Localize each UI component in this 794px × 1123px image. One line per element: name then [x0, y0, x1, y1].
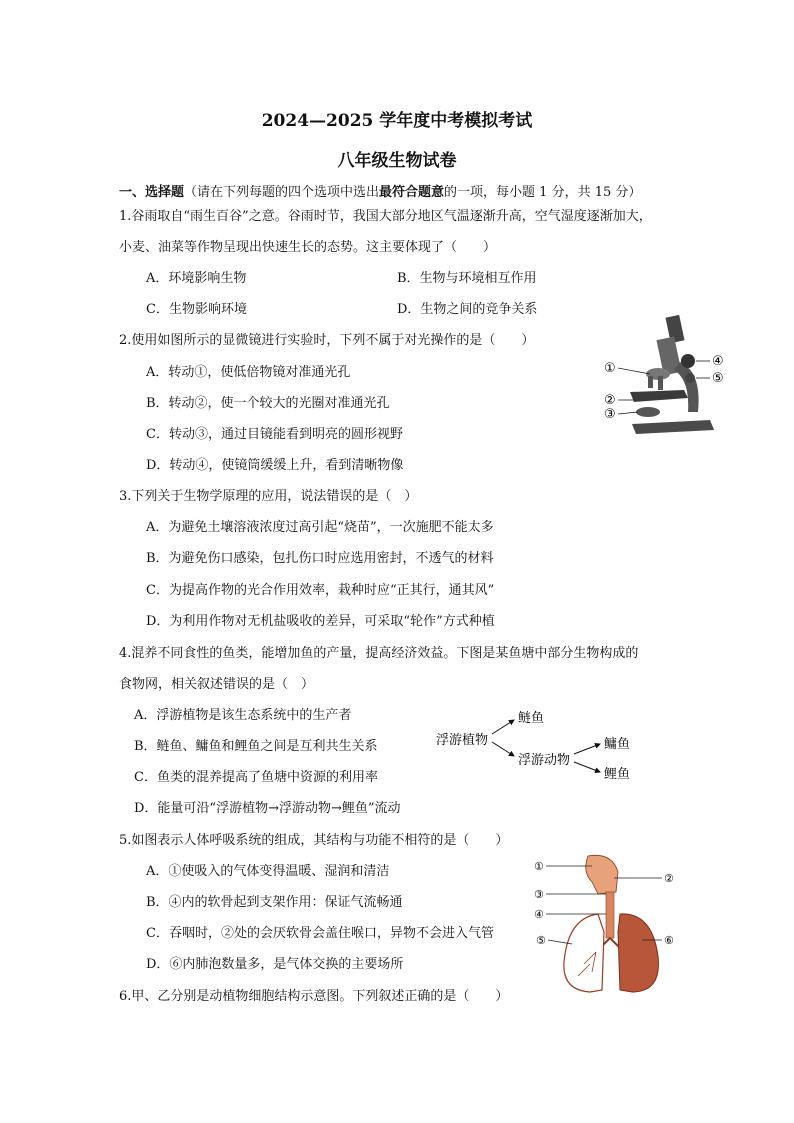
arrow-zoo-bighead	[574, 744, 600, 754]
right-lung	[618, 914, 658, 992]
web-silver-carp: 鲢鱼	[518, 711, 545, 726]
q1-stem-line1: 1.谷雨取自“雨生百谷”之意。谷雨时节，我国大部分地区气温逐渐升高，空气湿度逐渐加大，	[119, 209, 652, 224]
section-instruction-post: 的一项，每小题 1 分，共 15 分）	[444, 185, 642, 200]
web-zooplankton: 浮游动物	[518, 753, 571, 768]
microscope-figure	[602, 312, 734, 442]
q3-option-a: A．为避免土壤溶液浓度过高引起“烧苗”，一次施肥不能太多	[146, 520, 494, 535]
q4-option-d: D．能量可沿“浮游植物→浮游动物→鲤鱼”流动	[134, 801, 401, 816]
q2-option-b: B．转动②，使一个较大的光圈对准通光孔	[146, 396, 390, 411]
fine-knob	[685, 373, 695, 383]
q1-option-a: A．环境影响生物	[146, 271, 247, 286]
resp-label-1: ①	[534, 860, 544, 873]
q4-option-b: B．鲢鱼、鳙鱼和鲤鱼之间是互利共生关系	[134, 739, 378, 754]
q3-option-c: C．为提高作物的光合作用效率，栽种时应“正其行，通其风”	[146, 583, 495, 598]
arrow-zoo-carp	[574, 762, 600, 772]
stage	[630, 390, 688, 402]
section-heading	[119, 181, 641, 200]
arrow-plant-zoo	[492, 742, 514, 756]
q4-stem-line2: 食物网，相关叙述错误的是（ ）	[119, 677, 315, 692]
objective-2	[658, 376, 663, 390]
coarse-knob	[681, 354, 695, 368]
fig-label-3: ③	[604, 407, 616, 422]
exam-title: 2024—2025 学年度中考模拟考试	[261, 111, 533, 131]
left-lung	[564, 914, 604, 992]
section-label: 一、选择题	[119, 185, 185, 200]
resp-label-2: ②	[664, 872, 674, 885]
q4-option-c: C．鱼类的混养提高了鱼塘中资源的利用率	[134, 770, 378, 785]
q2-stem: 2.使用如图所示的显微镜进行实验时，下列不属于对光操作的是（ ）	[119, 333, 535, 348]
microscope-arm	[674, 362, 699, 412]
web-bighead: 鳙鱼	[604, 737, 631, 752]
q1-option-d: D．生物之间的竞争关系	[397, 302, 538, 317]
mirror	[636, 407, 660, 417]
web-plant: 浮游植物	[436, 733, 489, 748]
trachea	[606, 892, 614, 938]
respiratory-figure	[532, 852, 682, 1000]
food-web-figure	[434, 706, 644, 786]
resp-label-4: ④	[534, 908, 544, 921]
nasal-cavity	[586, 855, 618, 894]
q1-option-b: B．生物与环境相互作用	[397, 271, 537, 286]
resp-label-5: ⑤	[536, 934, 546, 947]
objective-1	[648, 376, 653, 388]
fig-label-4: ④	[712, 354, 724, 369]
base	[632, 420, 714, 434]
q5-stem: 5.如图表示人体呼吸系统的组成，其结构与功能不相符的是（ ）	[119, 833, 509, 848]
q4-stem-line1: 4.混养不同食性的鱼类，能增加鱼的产量，提高经济效益。下图是某鱼塘中部分生物构成的	[119, 646, 639, 661]
q3-option-d: D．为利用作物对无机盐吸收的差异，可采取“轮作”方式种植	[146, 614, 495, 629]
fig-label-1: ①	[604, 361, 616, 376]
q5-option-b: B．④内的软骨起到支架作用：保证气流畅通	[146, 895, 403, 910]
q5-option-d: D．⑥内肺泡数量多，是气体交换的主要场所	[146, 957, 404, 972]
web-carp: 鲤鱼	[604, 767, 631, 782]
arrow-plant-silver	[492, 720, 514, 734]
label-line-3	[618, 412, 638, 414]
fig-label-2: ②	[604, 393, 616, 408]
resp-label-3: ③	[534, 888, 544, 901]
q4-option-a: A．浮游植物是该生态系统中的生产者	[134, 708, 352, 723]
q2-option-d: D．转动④，使镜筒缓缓上升，看到清晰物像	[146, 458, 404, 473]
q5-option-c: C．吞咽时，②处的会厌软骨会盖住喉口，异物不会进入气管	[146, 926, 494, 941]
q3-stem: 3.下列关于生物学原理的应用，说法错误的是（ ）	[119, 489, 418, 504]
section-instruction-bold: 最符合题意	[379, 185, 445, 200]
q2-option-a: A．转动①，使低倍物镜对准通光孔	[146, 365, 351, 380]
label-line-1	[618, 368, 650, 374]
q1-stem-line2: 小麦、油菜等作物呈现出快速生长的态势。这主要体现了（ ）	[119, 240, 497, 255]
exam-subtitle: 八年级生物试卷	[337, 151, 457, 171]
section-instruction-pre: （请在下列每题的四个选项中选出	[184, 185, 380, 200]
q1-option-c: C．生物影响环境	[146, 302, 247, 317]
q3-option-b: B．为避免伤口感染，包扎伤口时应选用密封，不透气的材料	[146, 551, 494, 566]
fig-label-5: ⑤	[712, 371, 724, 386]
q2-option-c: C．转动③，通过目镜能看到明亮的圆形视野	[146, 427, 403, 442]
resp-label-6: ⑥	[664, 934, 674, 947]
q5-option-a: A．①使吸入的气体变得温暖、湿润和清洁	[146, 864, 390, 879]
q6-stem: 6.甲、乙分别是动植物细胞结构示意图。下列叙述正确的是（ ）	[119, 989, 509, 1004]
